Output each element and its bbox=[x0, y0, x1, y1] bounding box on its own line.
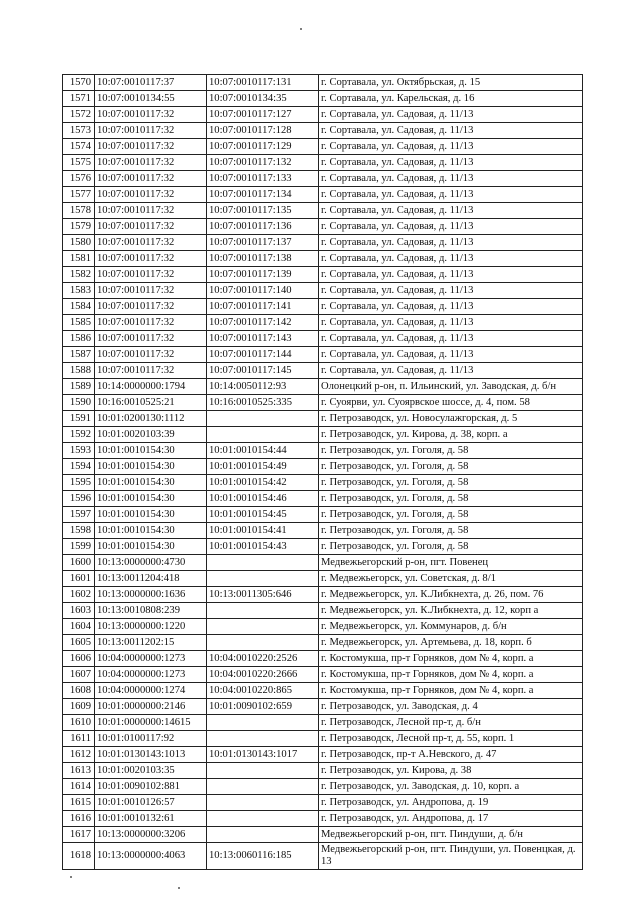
cadastral-number-cell: 10:01:0010154:30 bbox=[95, 475, 207, 491]
table-row bbox=[63, 123, 583, 139]
table-row bbox=[63, 523, 583, 539]
row-number-cell: 1592 bbox=[63, 427, 95, 443]
row-number-cell: 1588 bbox=[63, 363, 95, 379]
cadastral-number-cell: 10:13:0010808:239 bbox=[95, 603, 207, 619]
address-cell: Медвежьегорский р-он, пгт. Пиндуши, д. б/н bbox=[319, 827, 583, 843]
row-number-cell: 1586 bbox=[63, 331, 95, 347]
address-cell: г. Петрозаводск, ул. Гоголя, д. 58 bbox=[319, 491, 583, 507]
premises-cadastral-number-cell: 10:07:0010117:134 bbox=[207, 187, 319, 203]
premises-cadastral-number-cell: 10:13:0060116:185 bbox=[207, 843, 319, 870]
row-number-cell: 1579 bbox=[63, 219, 95, 235]
scan-speck bbox=[300, 28, 302, 30]
table-row bbox=[63, 683, 583, 699]
table-row bbox=[63, 667, 583, 683]
premises-cadastral-number-cell: 10:07:0010117:142 bbox=[207, 315, 319, 331]
premises-cadastral-number-cell: 10:07:0010117:140 bbox=[207, 283, 319, 299]
scan-speck bbox=[178, 887, 180, 889]
address-cell: Медвежьегорский р-он, пгт. Повенец bbox=[319, 555, 583, 571]
premises-cadastral-number-cell: 10:14:0050112:93 bbox=[207, 379, 319, 395]
row-number-cell: 1599 bbox=[63, 539, 95, 555]
table-row bbox=[63, 347, 583, 363]
row-number-cell: 1616 bbox=[63, 811, 95, 827]
row-number-cell: 1611 bbox=[63, 731, 95, 747]
premises-cadastral-number-cell bbox=[207, 763, 319, 779]
row-number-cell: 1598 bbox=[63, 523, 95, 539]
row-number-cell: 1571 bbox=[63, 91, 95, 107]
row-number-cell: 1615 bbox=[63, 795, 95, 811]
table-row bbox=[63, 219, 583, 235]
row-number-cell: 1581 bbox=[63, 251, 95, 267]
cadastral-number-cell: 10:07:0010117:32 bbox=[95, 363, 207, 379]
scan-speck bbox=[70, 876, 72, 878]
address-cell: г. Сортавала, ул. Октябрьская, д. 15 bbox=[319, 75, 583, 91]
address-cell: г. Медвежьегорск, ул. Советская, д. 8/1 bbox=[319, 571, 583, 587]
table-row bbox=[63, 539, 583, 555]
cadastral-number-cell: 10:13:0011202:15 bbox=[95, 635, 207, 651]
cadastral-number-cell: 10:01:0000000:14615 bbox=[95, 715, 207, 731]
address-cell: г. Медвежьегорск, ул. К.Либкнехта, д. 26, пом. 76 bbox=[319, 587, 583, 603]
cadastral-number-cell: 10:01:0010154:30 bbox=[95, 539, 207, 555]
address-cell: г. Медвежьегорск, ул. К.Либкнехта, д. 12, корп а bbox=[319, 603, 583, 619]
row-number-cell: 1578 bbox=[63, 203, 95, 219]
premises-cadastral-number-cell: 10:01:0090102:659 bbox=[207, 699, 319, 715]
table-row bbox=[63, 827, 583, 843]
cadastral-number-cell: 10:01:0100117:92 bbox=[95, 731, 207, 747]
premises-cadastral-number-cell: 10:07:0010117:145 bbox=[207, 363, 319, 379]
premises-cadastral-number-cell: 10:01:0010154:44 bbox=[207, 443, 319, 459]
address-cell: г. Петрозаводск, ул. Заводская, д. 4 bbox=[319, 699, 583, 715]
address-cell: г. Сортавала, ул. Садовая, д. 11/13 bbox=[319, 219, 583, 235]
table-row bbox=[63, 779, 583, 795]
premises-cadastral-number-cell: 10:01:0010154:42 bbox=[207, 475, 319, 491]
property-registry-table bbox=[62, 74, 583, 870]
cadastral-number-cell: 10:01:0200130:1112 bbox=[95, 411, 207, 427]
row-number-cell: 1606 bbox=[63, 651, 95, 667]
premises-cadastral-number-cell bbox=[207, 411, 319, 427]
address-cell: г. Сортавала, ул. Садовая, д. 11/13 bbox=[319, 299, 583, 315]
cadastral-number-cell: 10:04:0000000:1274 bbox=[95, 683, 207, 699]
premises-cadastral-number-cell: 10:07:0010117:131 bbox=[207, 75, 319, 91]
cadastral-number-cell: 10:01:0010154:30 bbox=[95, 491, 207, 507]
cadastral-number-cell: 10:07:0010117:32 bbox=[95, 123, 207, 139]
row-number-cell: 1600 bbox=[63, 555, 95, 571]
address-cell: г. Суоярви, ул. Суоярвское шоссе, д. 4, пом. 58 bbox=[319, 395, 583, 411]
row-number-cell: 1577 bbox=[63, 187, 95, 203]
premises-cadastral-number-cell bbox=[207, 555, 319, 571]
premises-cadastral-number-cell bbox=[207, 827, 319, 843]
premises-cadastral-number-cell: 10:01:0010154:46 bbox=[207, 491, 319, 507]
row-number-cell: 1596 bbox=[63, 491, 95, 507]
table-row bbox=[63, 203, 583, 219]
premises-cadastral-number-cell bbox=[207, 779, 319, 795]
premises-cadastral-number-cell: 10:04:0010220:865 bbox=[207, 683, 319, 699]
premises-cadastral-number-cell: 10:16:0010525:335 bbox=[207, 395, 319, 411]
address-cell: г. Костомукша, пр-т Горняков, дом № 4, корп. а bbox=[319, 667, 583, 683]
row-number-cell: 1593 bbox=[63, 443, 95, 459]
table-row bbox=[63, 731, 583, 747]
cadastral-number-cell: 10:04:0000000:1273 bbox=[95, 667, 207, 683]
cadastral-number-cell: 10:07:0010117:32 bbox=[95, 283, 207, 299]
row-number-cell: 1576 bbox=[63, 171, 95, 187]
address-cell: г. Сортавала, ул. Садовая, д. 11/13 bbox=[319, 363, 583, 379]
table-row bbox=[63, 811, 583, 827]
premises-cadastral-number-cell: 10:07:0010117:133 bbox=[207, 171, 319, 187]
address-cell: г. Сортавала, ул. Садовая, д. 11/13 bbox=[319, 283, 583, 299]
premises-cadastral-number-cell: 10:07:0010117:132 bbox=[207, 155, 319, 171]
address-cell: г. Петрозаводск, Лесной пр-т, д. б/н bbox=[319, 715, 583, 731]
premises-cadastral-number-cell bbox=[207, 731, 319, 747]
premises-cadastral-number-cell: 10:07:0010117:127 bbox=[207, 107, 319, 123]
row-number-cell: 1572 bbox=[63, 107, 95, 123]
address-cell: г. Сортавала, ул. Садовая, д. 11/13 bbox=[319, 331, 583, 347]
table-row bbox=[63, 411, 583, 427]
row-number-cell: 1605 bbox=[63, 635, 95, 651]
cadastral-number-cell: 10:04:0000000:1273 bbox=[95, 651, 207, 667]
cadastral-number-cell: 10:13:0000000:1636 bbox=[95, 587, 207, 603]
address-cell: г. Костомукша, пр-т Горняков, дом № 4, корп. а bbox=[319, 651, 583, 667]
cadastral-number-cell: 10:13:0000000:4730 bbox=[95, 555, 207, 571]
cadastral-number-cell: 10:07:0010117:32 bbox=[95, 267, 207, 283]
row-number-cell: 1573 bbox=[63, 123, 95, 139]
premises-cadastral-number-cell bbox=[207, 811, 319, 827]
table-row bbox=[63, 459, 583, 475]
address-cell: г. Сортавала, ул. Садовая, д. 11/13 bbox=[319, 347, 583, 363]
cadastral-number-cell: 10:07:0010117:32 bbox=[95, 155, 207, 171]
cadastral-number-cell: 10:07:0010117:32 bbox=[95, 203, 207, 219]
cadastral-number-cell: 10:07:0010117:32 bbox=[95, 107, 207, 123]
cadastral-number-cell: 10:01:0090102:881 bbox=[95, 779, 207, 795]
premises-cadastral-number-cell: 10:01:0010154:41 bbox=[207, 523, 319, 539]
row-number-cell: 1618 bbox=[63, 843, 95, 870]
address-cell: г. Петрозаводск, пр-т А.Невского, д. 47 bbox=[319, 747, 583, 763]
row-number-cell: 1617 bbox=[63, 827, 95, 843]
address-cell: г. Петрозаводск, ул. Гоголя, д. 58 bbox=[319, 539, 583, 555]
registry-table-body bbox=[63, 75, 583, 870]
address-cell: г. Сортавала, ул. Садовая, д. 11/13 bbox=[319, 107, 583, 123]
table-row bbox=[63, 795, 583, 811]
premises-cadastral-number-cell: 10:07:0010117:143 bbox=[207, 331, 319, 347]
cadastral-number-cell: 10:13:0000000:3206 bbox=[95, 827, 207, 843]
premises-cadastral-number-cell: 10:07:0010134:35 bbox=[207, 91, 319, 107]
row-number-cell: 1591 bbox=[63, 411, 95, 427]
table-row bbox=[63, 363, 583, 379]
table-row bbox=[63, 475, 583, 491]
address-cell: г. Сортавала, ул. Садовая, д. 11/13 bbox=[319, 315, 583, 331]
address-cell: г. Сортавала, ул. Садовая, д. 11/13 bbox=[319, 251, 583, 267]
premises-cadastral-number-cell: 10:04:0010220:2526 bbox=[207, 651, 319, 667]
row-number-cell: 1612 bbox=[63, 747, 95, 763]
table-row bbox=[63, 75, 583, 91]
table-row bbox=[63, 267, 583, 283]
cadastral-number-cell: 10:01:0010132:61 bbox=[95, 811, 207, 827]
premises-cadastral-number-cell bbox=[207, 571, 319, 587]
table-row bbox=[63, 91, 583, 107]
row-number-cell: 1608 bbox=[63, 683, 95, 699]
cadastral-number-cell: 10:07:0010134:55 bbox=[95, 91, 207, 107]
premises-cadastral-number-cell: 10:07:0010117:138 bbox=[207, 251, 319, 267]
cadastral-number-cell: 10:01:0010126:57 bbox=[95, 795, 207, 811]
address-cell: г. Сортавала, ул. Садовая, д. 11/13 bbox=[319, 155, 583, 171]
premises-cadastral-number-cell: 10:07:0010117:144 bbox=[207, 347, 319, 363]
table-row bbox=[63, 251, 583, 267]
table-row bbox=[63, 427, 583, 443]
cadastral-number-cell: 10:07:0010117:32 bbox=[95, 347, 207, 363]
table-row bbox=[63, 507, 583, 523]
premises-cadastral-number-cell: 10:07:0010117:137 bbox=[207, 235, 319, 251]
premises-cadastral-number-cell: 10:07:0010117:141 bbox=[207, 299, 319, 315]
premises-cadastral-number-cell bbox=[207, 715, 319, 731]
cadastral-number-cell: 10:13:0000000:1220 bbox=[95, 619, 207, 635]
table-row bbox=[63, 763, 583, 779]
table-row bbox=[63, 395, 583, 411]
premises-cadastral-number-cell bbox=[207, 795, 319, 811]
row-number-cell: 1595 bbox=[63, 475, 95, 491]
cadastral-number-cell: 10:07:0010117:32 bbox=[95, 171, 207, 187]
row-number-cell: 1594 bbox=[63, 459, 95, 475]
table-row bbox=[63, 571, 583, 587]
row-number-cell: 1585 bbox=[63, 315, 95, 331]
premises-cadastral-number-cell: 10:07:0010117:129 bbox=[207, 139, 319, 155]
table-row bbox=[63, 555, 583, 571]
premises-cadastral-number-cell bbox=[207, 619, 319, 635]
row-number-cell: 1603 bbox=[63, 603, 95, 619]
address-cell: Олонецкий р-он, п. Ильинский, ул. Заводская, д. б/н bbox=[319, 379, 583, 395]
cadastral-number-cell: 10:13:0011204:418 bbox=[95, 571, 207, 587]
row-number-cell: 1580 bbox=[63, 235, 95, 251]
row-number-cell: 1575 bbox=[63, 155, 95, 171]
cadastral-number-cell: 10:16:0010525:21 bbox=[95, 395, 207, 411]
cadastral-number-cell: 10:07:0010117:32 bbox=[95, 219, 207, 235]
cadastral-number-cell: 10:01:0130143:1013 bbox=[95, 747, 207, 763]
premises-cadastral-number-cell: 10:01:0010154:49 bbox=[207, 459, 319, 475]
table-row bbox=[63, 635, 583, 651]
table-row bbox=[63, 283, 583, 299]
table-row bbox=[63, 299, 583, 315]
address-cell: Медвежьегорский р-он, пгт. Пиндуши, ул. Повенцкая, д. 13 bbox=[319, 843, 583, 870]
table-row bbox=[63, 747, 583, 763]
premises-cadastral-number-cell: 10:01:0010154:43 bbox=[207, 539, 319, 555]
row-number-cell: 1601 bbox=[63, 571, 95, 587]
cadastral-number-cell: 10:07:0010117:32 bbox=[95, 139, 207, 155]
table-row bbox=[63, 619, 583, 635]
address-cell: г. Костомукша, пр-т Горняков, дом № 4, корп. а bbox=[319, 683, 583, 699]
premises-cadastral-number-cell: 10:01:0010154:45 bbox=[207, 507, 319, 523]
address-cell: г. Петрозаводск, ул. Гоголя, д. 58 bbox=[319, 523, 583, 539]
row-number-cell: 1570 bbox=[63, 75, 95, 91]
premises-cadastral-number-cell: 10:07:0010117:136 bbox=[207, 219, 319, 235]
cadastral-number-cell: 10:07:0010117:32 bbox=[95, 331, 207, 347]
cadastral-number-cell: 10:07:0010117:32 bbox=[95, 315, 207, 331]
row-number-cell: 1607 bbox=[63, 667, 95, 683]
row-number-cell: 1602 bbox=[63, 587, 95, 603]
row-number-cell: 1614 bbox=[63, 779, 95, 795]
cadastral-number-cell: 10:07:0010117:32 bbox=[95, 187, 207, 203]
premises-cadastral-number-cell: 10:07:0010117:128 bbox=[207, 123, 319, 139]
address-cell: г. Петрозаводск, ул. Кирова, д. 38, корп. а bbox=[319, 427, 583, 443]
cadastral-number-cell: 10:01:0000000:2146 bbox=[95, 699, 207, 715]
premises-cadastral-number-cell: 10:07:0010117:139 bbox=[207, 267, 319, 283]
premises-cadastral-number-cell: 10:04:0010220:2666 bbox=[207, 667, 319, 683]
address-cell: г. Сортавала, ул. Карельская, д. 16 bbox=[319, 91, 583, 107]
row-number-cell: 1604 bbox=[63, 619, 95, 635]
address-cell: г. Сортавала, ул. Садовая, д. 11/13 bbox=[319, 171, 583, 187]
table-row bbox=[63, 187, 583, 203]
address-cell: г. Петрозаводск, Лесной пр-т, д. 55, корп. 1 bbox=[319, 731, 583, 747]
table-row bbox=[63, 315, 583, 331]
row-number-cell: 1597 bbox=[63, 507, 95, 523]
premises-cadastral-number-cell: 10:01:0130143:1017 bbox=[207, 747, 319, 763]
cadastral-number-cell: 10:13:0000000:4063 bbox=[95, 843, 207, 870]
table-row bbox=[63, 651, 583, 667]
table-row bbox=[63, 699, 583, 715]
premises-cadastral-number-cell: 10:07:0010117:135 bbox=[207, 203, 319, 219]
table-row bbox=[63, 331, 583, 347]
table-row bbox=[63, 379, 583, 395]
row-number-cell: 1587 bbox=[63, 347, 95, 363]
premises-cadastral-number-cell: 10:13:0011305:646 bbox=[207, 587, 319, 603]
table-row bbox=[63, 443, 583, 459]
cadastral-number-cell: 10:14:0000000:1794 bbox=[95, 379, 207, 395]
premises-cadastral-number-cell bbox=[207, 635, 319, 651]
cadastral-number-cell: 10:01:0020103:39 bbox=[95, 427, 207, 443]
address-cell: г. Сортавала, ул. Садовая, д. 11/13 bbox=[319, 203, 583, 219]
address-cell: г. Сортавала, ул. Садовая, д. 11/13 bbox=[319, 267, 583, 283]
table-row bbox=[63, 603, 583, 619]
table-row bbox=[63, 715, 583, 731]
row-number-cell: 1574 bbox=[63, 139, 95, 155]
table-row bbox=[63, 491, 583, 507]
row-number-cell: 1582 bbox=[63, 267, 95, 283]
cadastral-number-cell: 10:01:0010154:30 bbox=[95, 443, 207, 459]
cadastral-number-cell: 10:01:0010154:30 bbox=[95, 523, 207, 539]
row-number-cell: 1583 bbox=[63, 283, 95, 299]
table-row bbox=[63, 107, 583, 123]
address-cell: г. Петрозаводск, ул. Гоголя, д. 58 bbox=[319, 443, 583, 459]
address-cell: г. Петрозаводск, ул. Заводская, д. 10, корп. а bbox=[319, 779, 583, 795]
address-cell: г. Сортавала, ул. Садовая, д. 11/13 bbox=[319, 235, 583, 251]
cadastral-number-cell: 10:07:0010117:37 bbox=[95, 75, 207, 91]
address-cell: г. Сортавала, ул. Садовая, д. 11/13 bbox=[319, 139, 583, 155]
row-number-cell: 1609 bbox=[63, 699, 95, 715]
address-cell: г. Сортавала, ул. Садовая, д. 11/13 bbox=[319, 123, 583, 139]
cadastral-number-cell: 10:07:0010117:32 bbox=[95, 299, 207, 315]
cadastral-number-cell: 10:07:0010117:32 bbox=[95, 251, 207, 267]
row-number-cell: 1589 bbox=[63, 379, 95, 395]
address-cell: г. Медвежьегорск, ул. Артемьева, д. 18, корп. б bbox=[319, 635, 583, 651]
address-cell: г. Петрозаводск, ул. Гоголя, д. 58 bbox=[319, 475, 583, 491]
row-number-cell: 1610 bbox=[63, 715, 95, 731]
premises-cadastral-number-cell bbox=[207, 427, 319, 443]
address-cell: г. Петрозаводск, ул. Новосулажгорская, д. 5 bbox=[319, 411, 583, 427]
row-number-cell: 1613 bbox=[63, 763, 95, 779]
address-cell: г. Петрозаводск, ул. Андропова, д. 19 bbox=[319, 795, 583, 811]
cadastral-number-cell: 10:01:0010154:30 bbox=[95, 507, 207, 523]
address-cell: г. Медвежьегорск, ул. Коммунаров, д. б/н bbox=[319, 619, 583, 635]
cadastral-number-cell: 10:07:0010117:32 bbox=[95, 235, 207, 251]
table-row bbox=[63, 139, 583, 155]
table-row bbox=[63, 587, 583, 603]
premises-cadastral-number-cell bbox=[207, 603, 319, 619]
cadastral-number-cell: 10:01:0010154:30 bbox=[95, 459, 207, 475]
table-row bbox=[63, 235, 583, 251]
row-number-cell: 1590 bbox=[63, 395, 95, 411]
cadastral-number-cell: 10:01:0020103:35 bbox=[95, 763, 207, 779]
address-cell: г. Петрозаводск, ул. Гоголя, д. 58 bbox=[319, 507, 583, 523]
table-row bbox=[63, 171, 583, 187]
row-number-cell: 1584 bbox=[63, 299, 95, 315]
address-cell: г. Петрозаводск, ул. Андропова, д. 17 bbox=[319, 811, 583, 827]
address-cell: г. Петрозаводск, ул. Кирова, д. 38 bbox=[319, 763, 583, 779]
address-cell: г. Сортавала, ул. Садовая, д. 11/13 bbox=[319, 187, 583, 203]
address-cell: г. Петрозаводск, ул. Гоголя, д. 58 bbox=[319, 459, 583, 475]
table-row bbox=[63, 155, 583, 171]
table-row bbox=[63, 843, 583, 870]
